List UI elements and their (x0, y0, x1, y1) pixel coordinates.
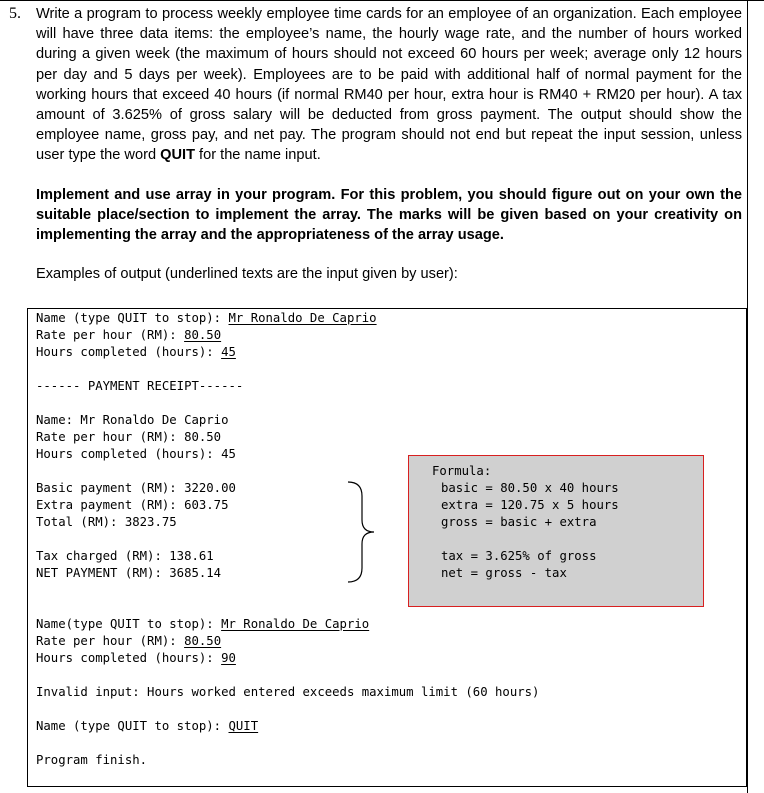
top-rule (0, 0, 764, 1)
rate-line-1 (36, 327, 221, 344)
name-line-3 (36, 718, 258, 735)
name-prompt: Name (type QUIT to stop): (36, 719, 229, 733)
receipt-rate: Rate per hour (RM): 80.50 (36, 430, 222, 444)
name-input-value: QUIT (228, 719, 259, 733)
formula-basic: basic = 80.50 x 40 hours (441, 481, 619, 495)
receipt-hours: Hours completed (hours): 45 (36, 447, 236, 461)
receipt-name: Name: Mr Ronaldo De Caprio (36, 413, 229, 427)
name-line-2 (36, 616, 369, 633)
hours-prompt: Hours completed (hours): (36, 651, 222, 665)
formula-gross: gross = basic + extra (441, 515, 597, 529)
rate-prompt: Rate per hour (RM): (36, 328, 185, 342)
program-finish: Program finish. (36, 753, 148, 767)
question-text: Write a program to process weekly employee time cards for an employee of an organization. Each employee will have three data items: the employee’s name, the hourly wage rate, and the number of hours worked during a given week (the maximum of hours should not exceed 60 hours per week; average only 12 hours per day and 5 days per week). Employees are to be paid with additional half of normal payment for the working hours that exceed 40 hours (if normal RM40 per hour, extra hour is RM40 + RM20 per hour). A tax amount of 3.625% of gross salary will be deducted from gross payment. The output should show the employee name, gross pay, and net pay. The program should not end but repeat the input session, unless user type the word (36, 6, 742, 164)
question-paragraph (36, 4, 742, 166)
total-payment: Total (RM): 3823.75 (36, 515, 177, 529)
name-input-value: Mr Ronaldo De Caprio (221, 617, 370, 631)
name-prompt: Name(type QUIT to stop): (36, 617, 222, 631)
hours-line-1 (36, 344, 236, 361)
array-requirement: Implement and use array in your program. For this problem, you should figure out on your own the suitable place/section to implement the array. The marks will be given based on your creativity on implementing the array and the appropriateness of the array usage. (36, 187, 742, 244)
formula-net: net = gross - tax (441, 566, 567, 580)
name-prompt: Name (type QUIT to stop): (36, 311, 229, 325)
name-input-value: Mr Ronaldo De Caprio (228, 311, 377, 325)
hours-line-2 (36, 650, 236, 667)
question-number: 5. (9, 5, 21, 22)
receipt-header: ------ PAYMENT RECEIPT------ (36, 379, 244, 393)
basic-payment: Basic payment (RM): 3220.00 (36, 481, 236, 495)
extra-payment: Extra payment (RM): 603.75 (36, 498, 229, 512)
hours-input-value: 90 (221, 651, 236, 665)
rate-line-2 (36, 633, 221, 650)
rate-input-value: 80.50 (184, 634, 222, 648)
hours-input-value: 45 (221, 345, 236, 359)
net-payment: NET PAYMENT (RM): 3685.14 (36, 566, 222, 580)
examples-caption: Examples of output (underlined texts are the input given by user): (36, 266, 458, 282)
question-text-end: for the name input. (195, 147, 321, 164)
hours-prompt: Hours completed (hours): (36, 345, 222, 359)
right-rule (747, 0, 748, 793)
rate-prompt: Rate per hour (RM): (36, 634, 185, 648)
invalid-input-message: Invalid input: Hours worked entered exceeds maximum limit (60 hours) (36, 685, 540, 699)
rate-input-value: 80.50 (184, 328, 222, 342)
formula-title: Formula: (432, 464, 492, 478)
quit-keyword: QUIT (160, 147, 195, 164)
formula-tax: tax = 3.625% of gross (441, 549, 597, 563)
formula-extra: extra = 120.75 x 5 hours (441, 498, 619, 512)
tax-charged: Tax charged (RM): 138.61 (36, 549, 214, 563)
name-line-1 (36, 310, 377, 327)
curly-brace-icon (342, 480, 382, 584)
